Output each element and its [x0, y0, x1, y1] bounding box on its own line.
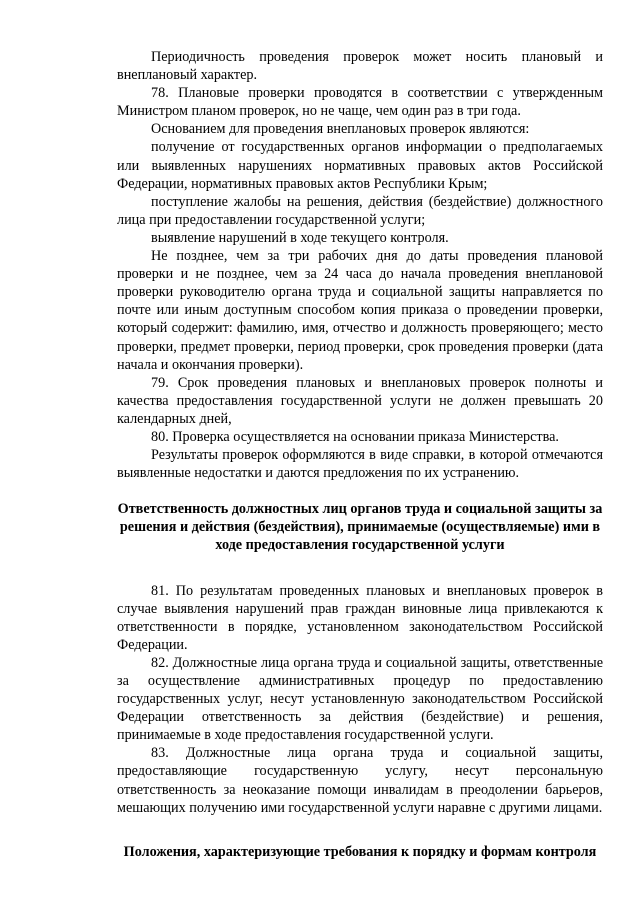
heading-responsibility: Ответственность должностных лиц органов труда и социальной защиты за решения и действия (бездействия), принимаемые (осуществляемые) ими в ходе предоставления государственной услуги — [117, 501, 603, 554]
paragraph-82: 82. Должностные лица органа труда и социальной защиты, ответственные за осуществление административных процедур по предоставлению государственных услуг, несут установленную законодательством Российской Федерации ответственность за действия (бездействие) и решения, принимаемые в ходе предоставления государственной услуги. — [117, 654, 603, 744]
paragraph-grounds: Основанием для проведения внеплановых проверок являются: — [151, 121, 530, 138]
paragraph-80: 80. Проверка осуществляется на основании приказа Министерства. — [151, 428, 559, 445]
paragraph-ground-complaint: поступление жалобы на решения, действия (бездействие) должностного лица при предоставлении государственной услуги; — [117, 193, 603, 228]
paragraph-periodicity: Периодичность проведения проверок может носить плановый и внеплановый характер. — [117, 49, 603, 84]
paragraph-results: Результаты проверок оформляются в виде справки, в которой отмечаются выявленные недостатки и даются предложения по их устранению. — [117, 447, 603, 482]
paragraph-79: 79. Срок проведения плановых и внеплановых проверок полноты и качества предоставления государственной услуги не должен превышать 20 календарных дней, — [117, 374, 603, 427]
heading-control: Положения, характеризующие требования к порядку и формам контроля — [123, 843, 597, 860]
paragraph-notice: Не позднее, чем за три рабочих дня до даты проведения плановой проверки и не позднее, чем за 24 часа до начала проведения внеплановой проверки руководителю органа труда и социальной защиты направляется по почте или иным доступным способом копия приказа о проведении проверки, который содержит: фамилию, имя, отчество и должность проверяющего; место проверки, предмет проверки, период проверки, срок проведения проверки (дата начала и окончания проверки). — [117, 248, 603, 373]
paragraph-81: 81. По результатам проведенных плановых и внеплановых проверок в случае выявления нарушений прав граждан виновные лица привлекаются к ответственности в порядке, установленном законодательством Российской Федерации. — [117, 582, 603, 653]
paragraph-78: 78. Плановые проверки проводятся в соответствии с утвержденным Министром планом проверок, но не чаще, чем один раз в три года. — [117, 85, 603, 120]
document-page — [117, 48, 603, 861]
paragraph-ground-info: получение от государственных органов информации о предполагаемых или выявленных нарушениях нормативных правовых актов Российской Федерации, нормативных правовых актов Республики Крым; — [117, 139, 603, 192]
paragraph-ground-current-control: выявление нарушений в ходе текущего контроля. — [151, 229, 449, 246]
paragraph-83: 83. Должностные лица органа труда и социальной защиты, предоставляющие государственную услугу, несут персональную ответственность за неоказание помощи инвалидам в преодолении барьеров, мешающих получению ими государственной услуги наравне с другими лицами. — [117, 745, 603, 816]
spacer — [117, 573, 603, 582]
